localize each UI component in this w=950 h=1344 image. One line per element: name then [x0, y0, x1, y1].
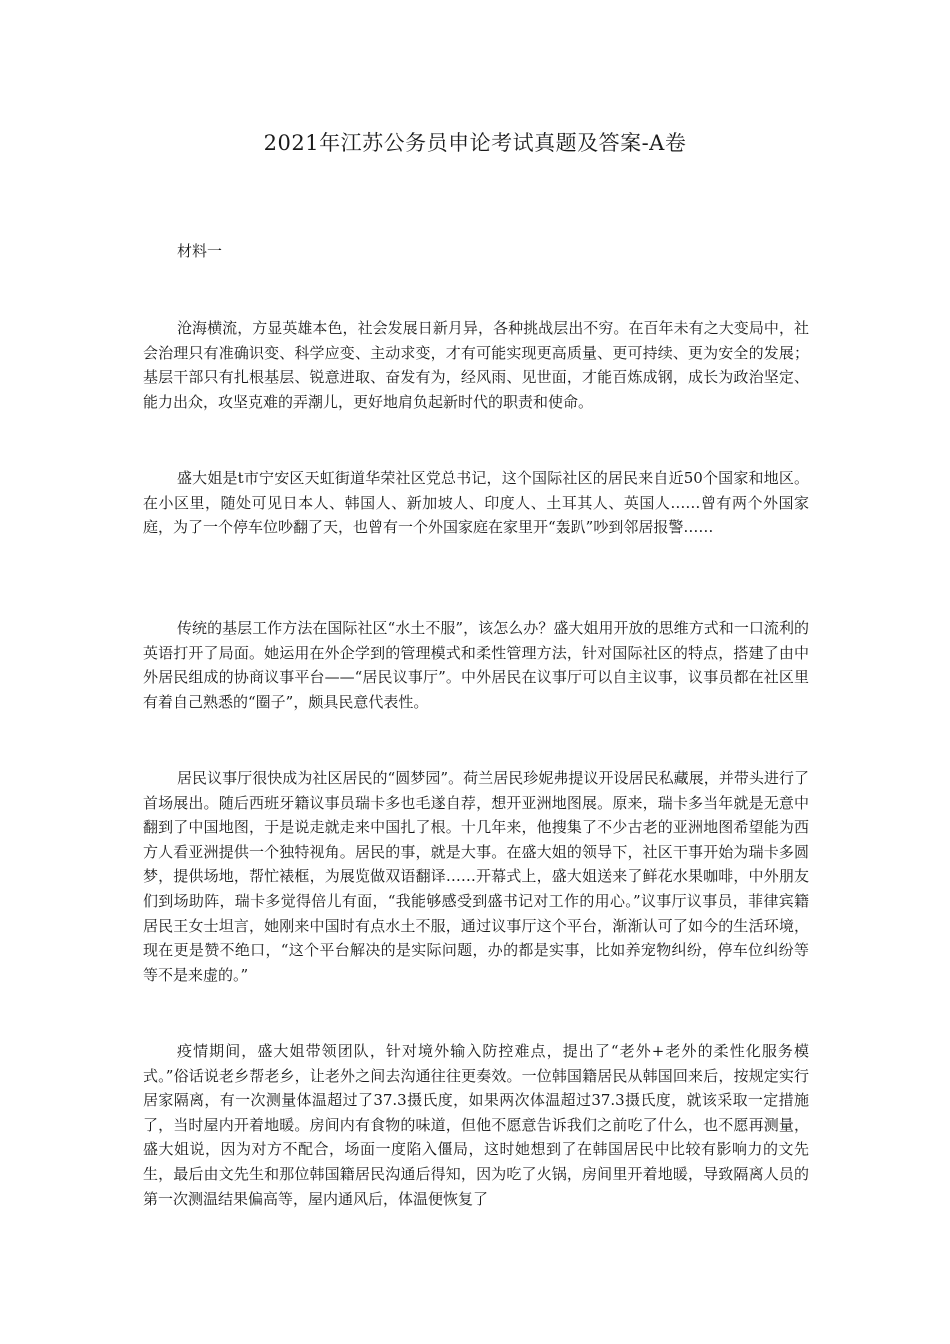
- section-label: 材料一: [177, 242, 223, 260]
- document-title: 2021年江苏公务员申论考试真题及答案-A卷: [263, 131, 687, 155]
- paragraph: 居民议事厅很快成为社区居民的“圆梦园”。荷兰居民珍妮弗提议开设居民私藏展，并带头进行了首场展出。随后西班牙籍议事员瑞卡多也毛遂自荐，想开亚洲地图展。原来，瑞卡多当年就是无意中翻到了中国地图，于是说走就走来中国扎了根。十几年来，他搜集了不少古老的亚洲地图希望能为西方人看亚洲提供一个独特视角。居民的事，就是大事。在盛大姐的领导下，社区干事开始为瑞卡多圆梦，提供场地，帮忙裱框，为展览做双语翻译……开幕式上，盛大姐送来了鲜花水果咖啡，中外朋友们到场助阵，瑞卡多觉得倍儿有面，“我能够感受到盛书记对工作的用心。”议事厅议事员，菲律宾籍居民王女士坦言，她刚来中国时有点水土不服，通过议事厅这个平台，渐渐认可了如今的生活环境，现在更是赞不绝口，“这个平台解决的是实际问题，办的都是实事，比如养宠物纠纷，停车位纠纷等等不是来虚的。”: [143, 769, 809, 984]
- paragraph: 沧海横流，方显英雄本色，社会发展日新月异，各种挑战层出不穷。在百年未有之大变局中，社会治理只有准确识变、科学应变、主动求变，才有可能实现更高质量、更可持续、更为安全的发展；基层干部只有扎根基层、锐意进取、奋发有为，经风雨、见世面，才能百炼成钢，成长为政治坚定、能力出众，攻坚克难的弄潮儿，更好地肩负起新时代的职责和使命。: [143, 319, 809, 411]
- paragraph: 盛大姐是t市宁安区天虹街道华荣社区党总书记，这个国际社区的居民来自近50个国家和地区。在小区里，随处可见日本人、韩国人、新加坡人、印度人、土耳其人、英国人……曾有两个外国家庭，为了一个停车位吵翻了天，也曾有一个外国家庭在家里开“轰趴”吵到邻居报警……: [143, 469, 809, 537]
- paragraph: 疫情期间，盛大姐带领团队，针对境外输入防控难点，提出了“老外+老外的柔性化服务模式。”俗话说老乡帮老乡，让老外之间去沟通往往更奏效。一位韩国籍居民从韩国回来后，按规定实行居家隔离，有一次测量体温超过了37.3摄氏度，如果两次体温超过37.3摄氏度，就该采取一定措施了，当时屋内开着地暖。房间内有食物的味道，但他不愿意告诉我们之前吃了什么，也不愿再测量，盛大姐说，因为对方不配合，场面一度陷入僵局，这时她想到了在韩国居民中比较有影响力的文先生，最后由文先生和那位韩国籍居民沟通后得知，因为吃了火锅，房间里开着地暖，导致隔离人员的第一次测温结果偏高等，屋内通风后，体温便恢复了: [143, 1042, 809, 1208]
- paragraph: 传统的基层工作方法在国际社区“水土不服”，该怎么办？盛大姐用开放的思维方式和一口流利的英语打开了局面。她运用在外企学到的管理模式和柔性管理方法，针对国际社区的特点，搭建了由中外居民组成的协商议事平台——“居民议事厅”。中外居民在议事厅可以自主议事，议事员都在社区里有着自己熟悉的“圈子”，颇具民意代表性。: [143, 619, 809, 711]
